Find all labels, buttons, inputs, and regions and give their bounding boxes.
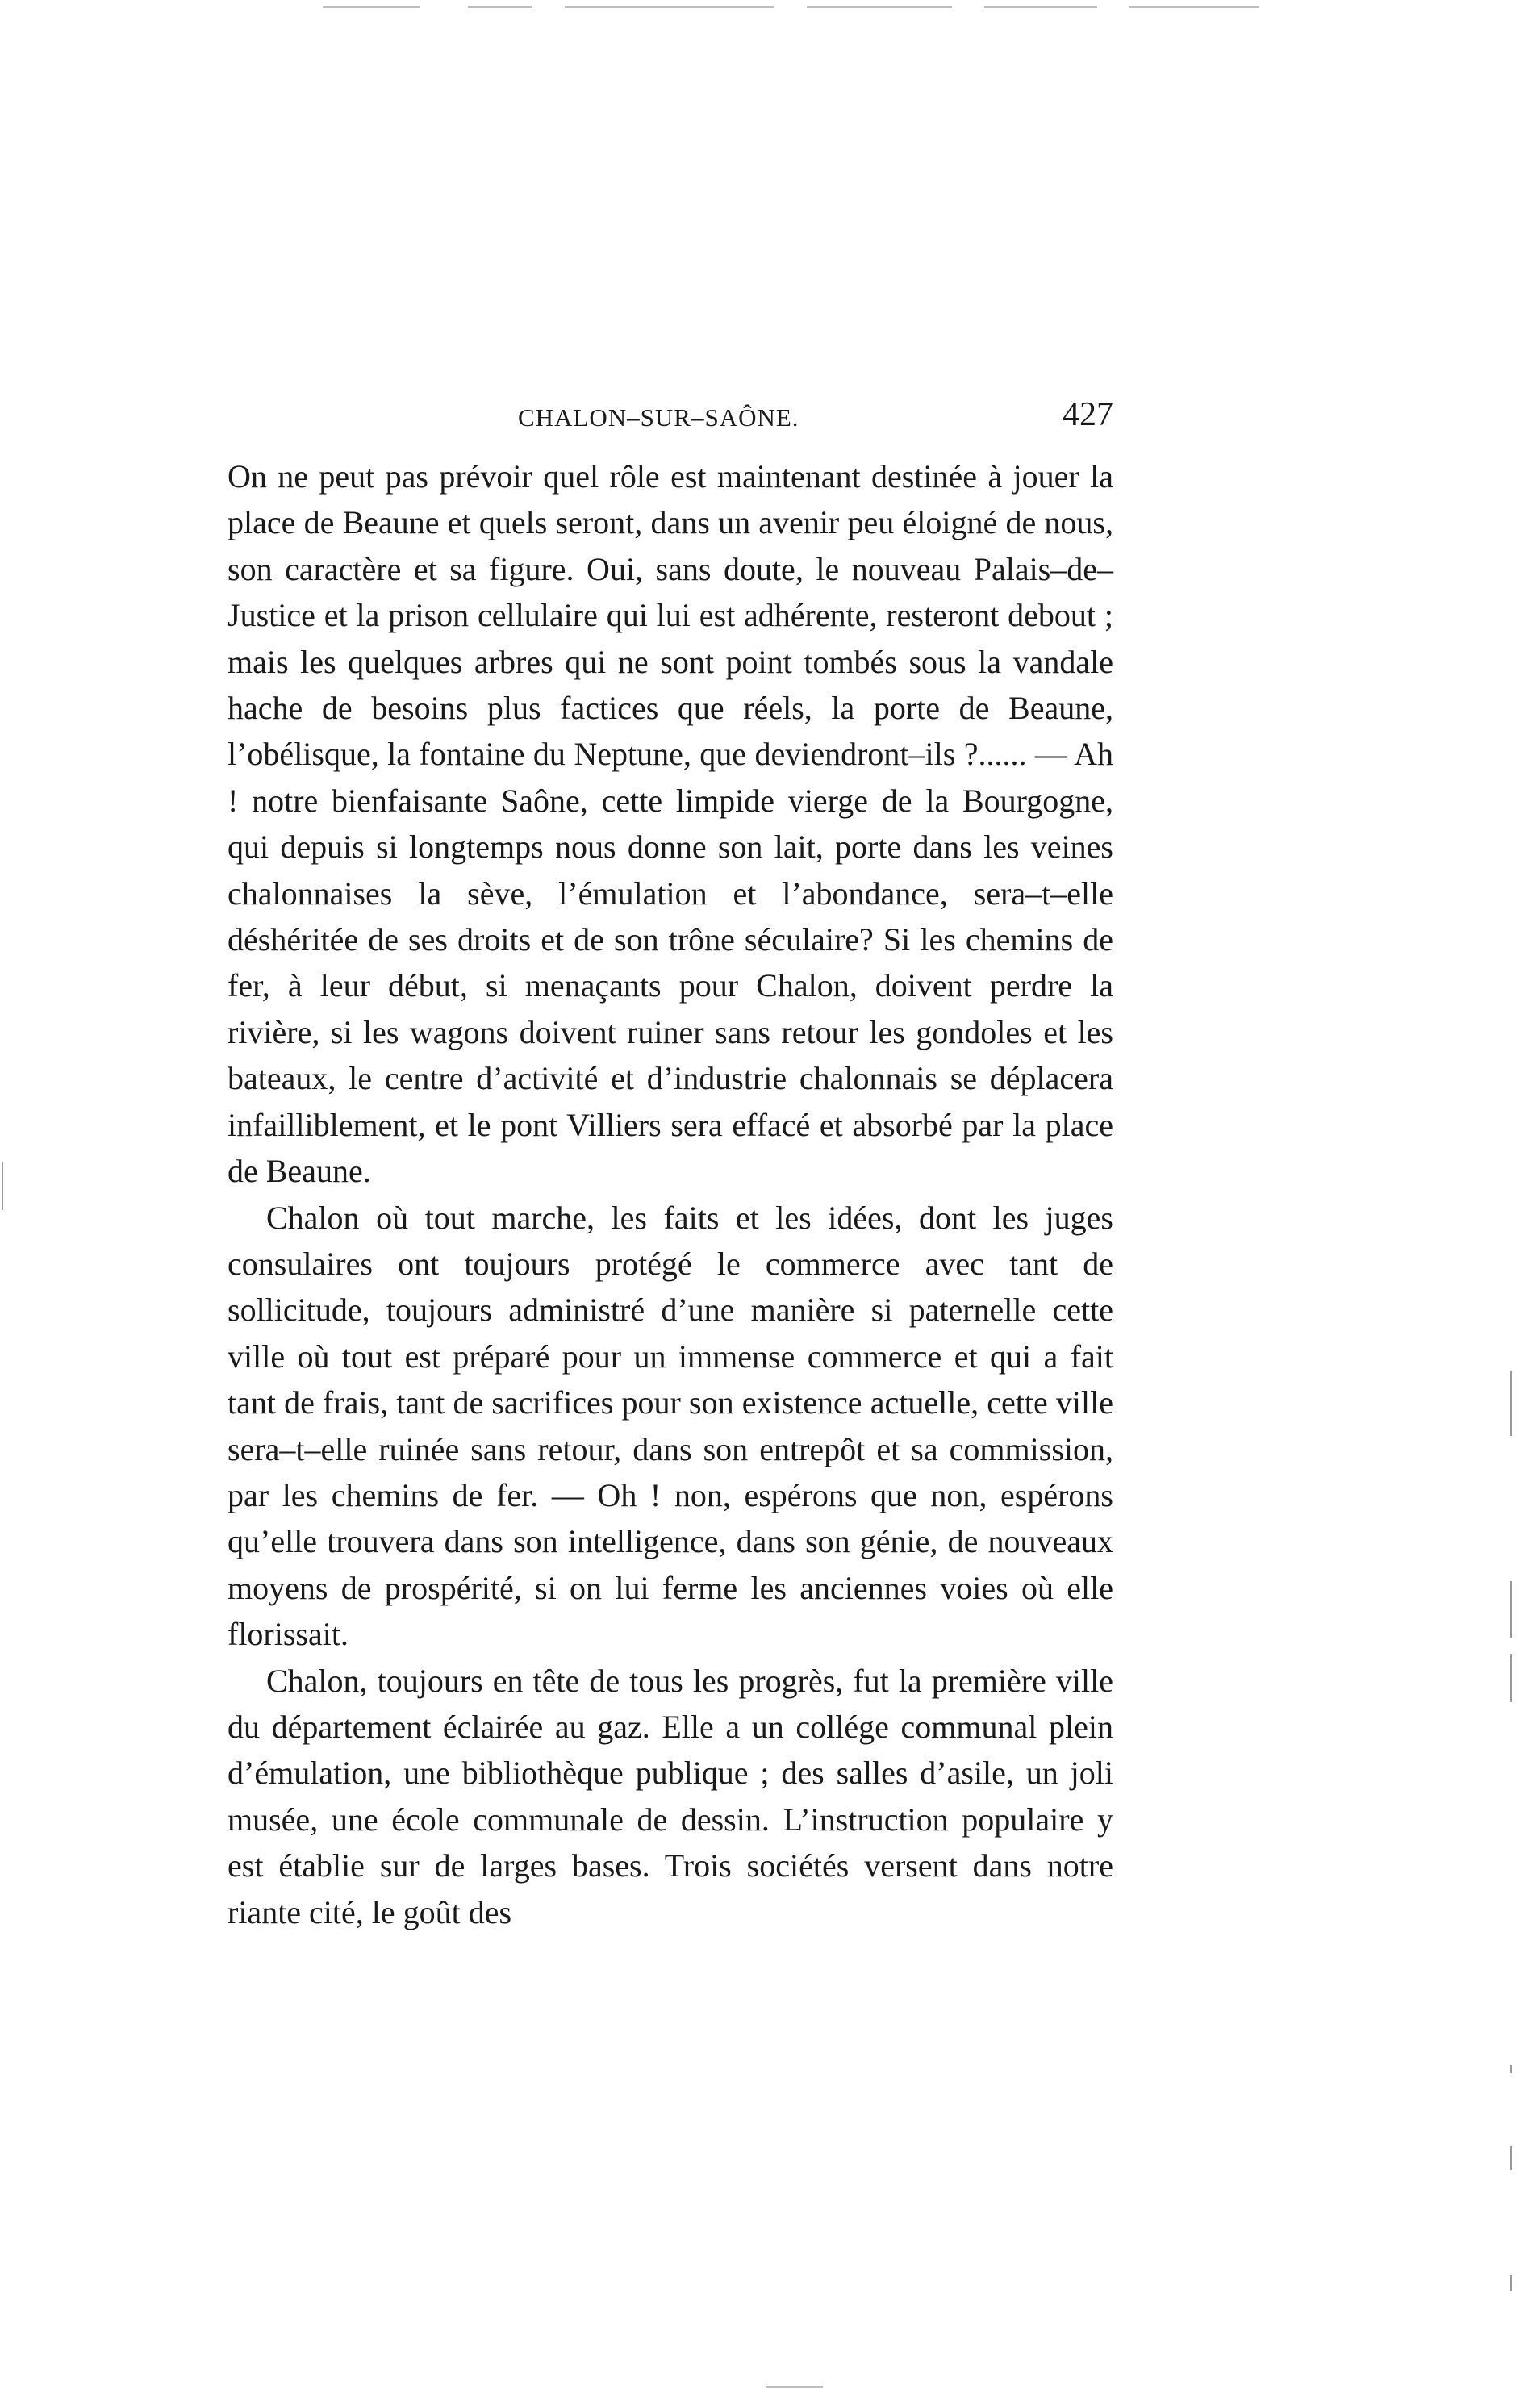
scan-rule-top xyxy=(984,6,1097,8)
page-number: 427 xyxy=(1063,396,1113,433)
scan-rule-top xyxy=(565,6,774,8)
scan-edge-mark xyxy=(1510,2275,1512,2291)
scan-edge-mark xyxy=(2,1162,3,1210)
scan-edge-mark xyxy=(1510,2146,1512,2170)
body-text xyxy=(228,453,1113,1935)
running-head: CHALON–SUR–SAÔNE. xyxy=(518,403,799,432)
paragraph: On ne peut pas prévoir quel rôle est maintenant destinée à jouer la place de Beaune et quels seront, dans un avenir peu éloigné de nous, son caractère et sa figure. Oui, sans doute, le nouveau Palais–de–Justice et la prison cellulaire qui lui est adhérente, resteront debout ; mais les quelques arbres qui ne sont point tombés sous la vandale hache de besoins plus factices que réels, la porte de Beaune, l’obélisque, la fontaine du Neptune, que deviendront–ils ?...... — Ah ! notre bienfaisante Saône, cette limpide vierge de la Bourgogne, qui depuis si longtemps nous donne son lait, porte dans les veines chalonnaises la sève, l’émulation et l’abondance, sera–t–elle déshéritée de ses droits et de son trône séculaire? Si les chemins de fer, à leur début, si menaçants pour Chalon, doivent perdre la rivière, si les wagons doivent ruiner sans retour les gondoles et les bateaux, le centre d’activité et d’industrie chalonnais se déplacera infailliblement, et le pont Villiers sera effacé et absorbé par la place de Beaune. xyxy=(228,458,1113,1190)
scan-edge-mark xyxy=(1510,2065,1512,2073)
paragraph: Chalon où tout marche, les faits et les idées, dont les juges consulaires ont toujours protégé le commerce avec tant de sollicitude, toujours administré d’une manière si paternelle cette ville où tout est préparé pour un immense commerce et qui a fait tant de frais, tant de sacrifices pour son existence actuelle, cette ville sera–t–elle ruinée sans retour, dans son entrepôt et sa commission, par les chemins de fer. — Oh ! non, espérons que non, espérons qu’elle trouvera dans son intelligence, dans son génie, de nouveaux moyens de prospérité, si on lui ferme les anciennes voies où elle florissait. xyxy=(228,1199,1113,1653)
scan-rule-top xyxy=(468,6,532,8)
scan-edge-mark xyxy=(1510,1581,1512,1638)
scan-rule-top xyxy=(1129,6,1259,8)
page-header xyxy=(228,395,1113,444)
scan-rule-top xyxy=(807,6,952,8)
scan-edge-mark xyxy=(1510,1654,1512,1702)
paragraph: Chalon, toujours en tête de tous les progrès, fut la première ville du département éclairée au gaz. Elle a un collége communal plein d’émulation, une bibliothèque publique ; des salles d’asile, un joli musée, une école communale de dessin. L’instruction populaire y est établie sur de larges bases. Trois sociétés versent dans notre riante cité, le goût des xyxy=(228,1662,1113,1930)
scan-rule-top xyxy=(323,6,420,8)
scan-rule-bottom xyxy=(766,2386,823,2388)
scan-edge-mark xyxy=(1510,1371,1512,1436)
